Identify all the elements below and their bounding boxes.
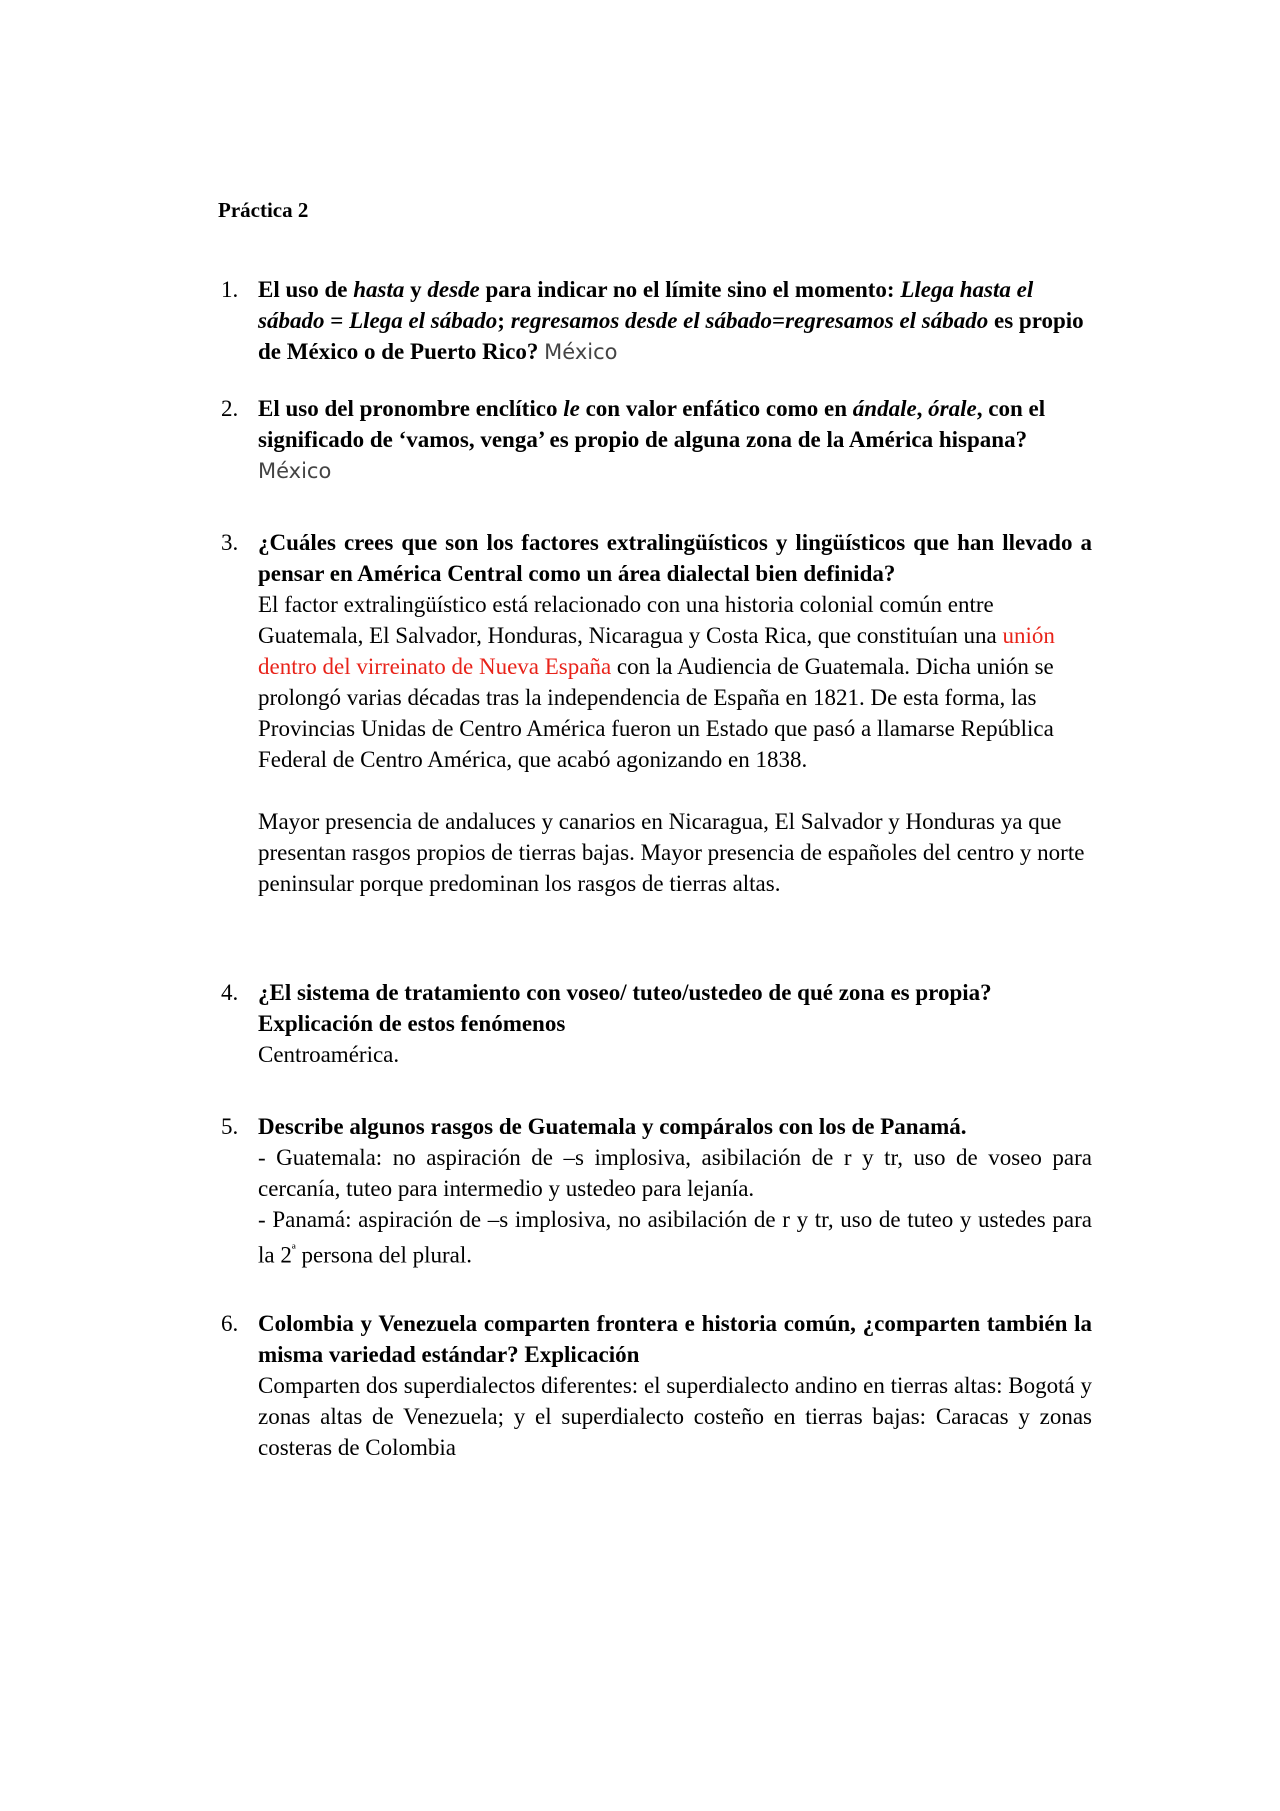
text-run-italic: regresamos desde el sábado	[510, 308, 772, 333]
answer-paragraph	[258, 1204, 1092, 1271]
text-run: =	[771, 308, 786, 333]
question-number: 5.	[221, 1114, 239, 1139]
superscript: ª	[291, 1243, 296, 1258]
answer-paragraph: Comparten dos superdialectos diferentes: el superdialecto andino en tierras altas: Bogotá y zonas altas de Venezuela; y el superdialecto costeño en tierras bajas: Caracas y zonas costeras de Colombia	[258, 1373, 1092, 1460]
question-number: 4.	[221, 980, 239, 1005]
highlighted-text: unión dentro del virreinato de Nueva España	[258, 623, 1055, 679]
question-body	[258, 1308, 1092, 1463]
text-run-italic: hasta	[353, 277, 405, 302]
text-run: ,	[916, 396, 929, 421]
answer-paragraph	[258, 589, 1092, 775]
text-run-italic: le	[563, 396, 580, 421]
question-body	[258, 393, 1092, 487]
text-run: es propio de México o de Puerto Rico?	[258, 308, 1084, 364]
question-body	[258, 527, 1092, 899]
text-run-italic: desde	[427, 277, 480, 302]
answer-paragraph: - Guatemala: no aspiración de –s implosiva, asibilación de r y tr, uso de voseo para cercanía, tuteo para intermedio y ustedeo para lejanía.	[258, 1145, 1092, 1201]
text-run: con valor enfático como en	[579, 396, 853, 421]
paragraph-gap	[258, 775, 1092, 806]
page-title: Práctica 2	[218, 198, 309, 222]
text-run: El uso del pronombre enclítico	[258, 396, 564, 421]
text-run: , con el significado de ‘vamos, venga’ es propio de alguna zona de la América hispana?	[258, 396, 1046, 452]
answer-paragraph: Mayor presencia de andaluces y canarios en Nicaragua, El Salvador y Honduras ya que presentan rasgos propios de tierras bajas. Mayor presencia de españoles del centro y norte peninsular porque predominan los rasgos de tierras altas.	[258, 809, 1085, 896]
question-text: ¿Cuáles crees que son los factores extralingüísticos y lingüísticos que han llevado a pensar en América Central como un área dialectal bien definida?	[258, 530, 1092, 586]
question-text: Colombia y Venezuela comparten frontera e historia común, ¿comparten también la misma variedad estándar? Explicación	[258, 1311, 1092, 1367]
text-run: persona del plural.	[295, 1242, 473, 1268]
question-text: Describe algunos rasgos de Guatemala y compáralos con los de Panamá.	[258, 1114, 967, 1139]
question-body	[258, 977, 1092, 1070]
question-text	[258, 274, 1092, 368]
text-run-italic: Llega el sábado	[349, 308, 498, 333]
text-run: =	[324, 308, 350, 333]
question-body	[258, 274, 1092, 368]
text-run: ;	[497, 308, 511, 333]
text-run: con la Audiencia de Guatemala. Dicha unión se prolongó varias décadas tras la independencia de España en 1821. De esta forma, las Provincias Unidas de Centro América fueron un Estado que pasó a llamarse República Federal de Centro América, que acabó agonizando en 1838.	[258, 654, 1054, 772]
text-run-italic: Llega hasta el sábado	[258, 277, 1034, 333]
text-run: El factor extralingüístico está relacionado con una historia colonial común entre Guatemala, El Salvador, Honduras, Nicaragua y Costa Rica, que constituían una	[258, 592, 1003, 648]
answer-text: México	[544, 340, 618, 364]
question-number: 2.	[221, 396, 239, 421]
question-text: ¿El sistema de tratamiento con voseo/ tuteo/ustedeo de qué zona es propia? Explicación de estos fenómenos	[258, 980, 992, 1036]
question-number: 1.	[221, 277, 239, 302]
text-run: y	[404, 277, 428, 302]
question-number: 3.	[221, 530, 239, 555]
text-run-italic: regresamos el sábado	[785, 308, 989, 333]
question-text	[258, 393, 1092, 487]
answer-paragraph: Centroamérica.	[258, 1042, 400, 1067]
text-run-italic: ándale	[852, 396, 917, 421]
text-run: El uso de	[258, 277, 354, 302]
text-run-italic: órale	[928, 396, 977, 421]
text-run: para indicar no el límite sino el momento:	[479, 277, 901, 302]
question-body	[258, 1111, 1092, 1271]
text-run: - Panamá: aspiración de –s implosiva, no asibilación de r y tr, uso de tuteo y ustedes para la 2	[258, 1207, 1092, 1268]
question-number: 6.	[221, 1311, 239, 1336]
answer-text: México	[258, 459, 332, 483]
